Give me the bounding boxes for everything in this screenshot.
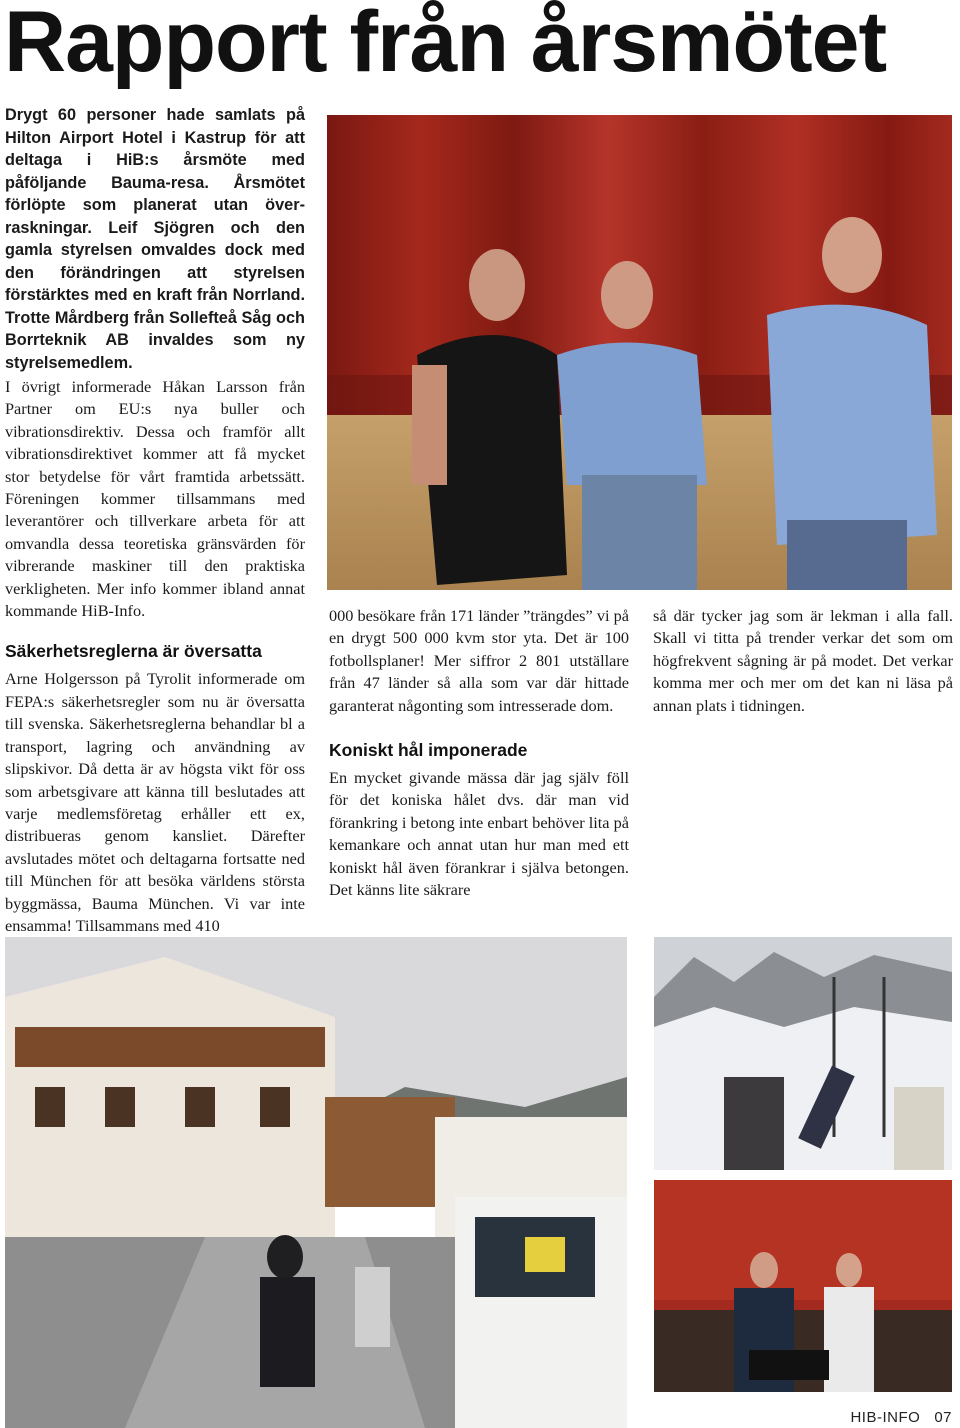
photo-village-street xyxy=(5,937,627,1428)
photo-three-men-image xyxy=(327,115,952,590)
photo-conference-hall xyxy=(654,1180,952,1392)
left-column xyxy=(5,104,305,937)
section-heading-2: Koniskt hål imponerade xyxy=(329,740,528,761)
section-heading-1: Säkerhetsreglerna är översatta xyxy=(5,641,262,662)
photo-ski-slope xyxy=(654,937,952,1170)
body-paragraph-5: så där tycker jag som är lekman i alla fall. Skall vi titta på trender verkar det som om högfrekvent sågning är på modet. Det verkar komma mer och mer om det kan ni läsa på annan plats i tidningen. xyxy=(653,606,953,715)
photo-three-men xyxy=(327,115,952,590)
page-footer xyxy=(850,1409,952,1426)
page-number: 07 xyxy=(934,1409,952,1426)
body-paragraph-2: Arne Holgersson på Tyrolit informerade om FEPA:s säkerhetsregler som nu är översatta till svenska. Säkerhetsreglerna behandlar bl a transport, lagring och användning av slipskivor. Då detta är av högsta vikt för oss som arbetsgivare att känna till beslutades att varje medlemsföretag erhåller ett ex, distribueras genom kansliet. Därefter avslutades mötet och deltagarna fortsatte ned till München för att besöka världens största byggmässa, Bauma München. Vi var inte ensamma! Tillsammans med 410 xyxy=(5,669,305,935)
lead-paragraph: Drygt 60 personer hade samlats på Hilton Airport Hotel i Kastrup för att deltaga i HiB:s årsmöte med påföljande Bauma-resa. Årsmötet förlöpte som planerat utan överraskningar. Leif Sjögren och den gamla styrelsen omvaldes dock med den förändringen att styrelsen förstärktes med en kraft från Norrland. Trotte Mårdberg från Sollefteå Såg och Borrteknik AB invaldes som ny styrelsemedlem. xyxy=(5,106,305,372)
article-title: Rapport från årsmötet xyxy=(4,0,887,90)
body-paragraph-1: I övrigt informerade Håkan Larsson från Partner om EU:s nya buller och vibrationsdirektiv. Dessa och framför allt vibrationsdirektivet kommer att få mycket stor betydelse för vårt framtida arbetssätt. Föreningen kommer tillsammans med leverantörer och tillverkare arbeta för att omvandla dessa teoretiska gränsvärden för vibrerande maskiner till den praktiska verkligheten. Mer info kommer ibland annat kommande HiB-Info. xyxy=(5,377,305,621)
photo-conference-hall-image xyxy=(654,1180,952,1392)
right-column xyxy=(653,605,953,717)
photo-ski-slope-image xyxy=(654,937,952,1170)
photo-village-street-image xyxy=(5,937,627,1428)
middle-column xyxy=(329,605,629,901)
body-paragraph-3: 000 besökare från 171 länder ”trängdes” vi på en drygt 500 000 kvm stor yta. Det är 100 fotbollsplaner! Mer siffror 2 801 utställare från 47 länder så alla som var där hittade garanterat någonting som intresserade dom. xyxy=(329,606,629,715)
publication-name: HIB-INFO xyxy=(850,1409,921,1426)
body-paragraph-4: En mycket givande mässa där jag själv föll för det koniska hålet dvs. där man vid förankring i betong inte enbart behöver lita på kemankare och annat utan hur man med ett koniskt hål även förankrar i själva betongen. Det känns lite säkrare xyxy=(329,768,629,900)
